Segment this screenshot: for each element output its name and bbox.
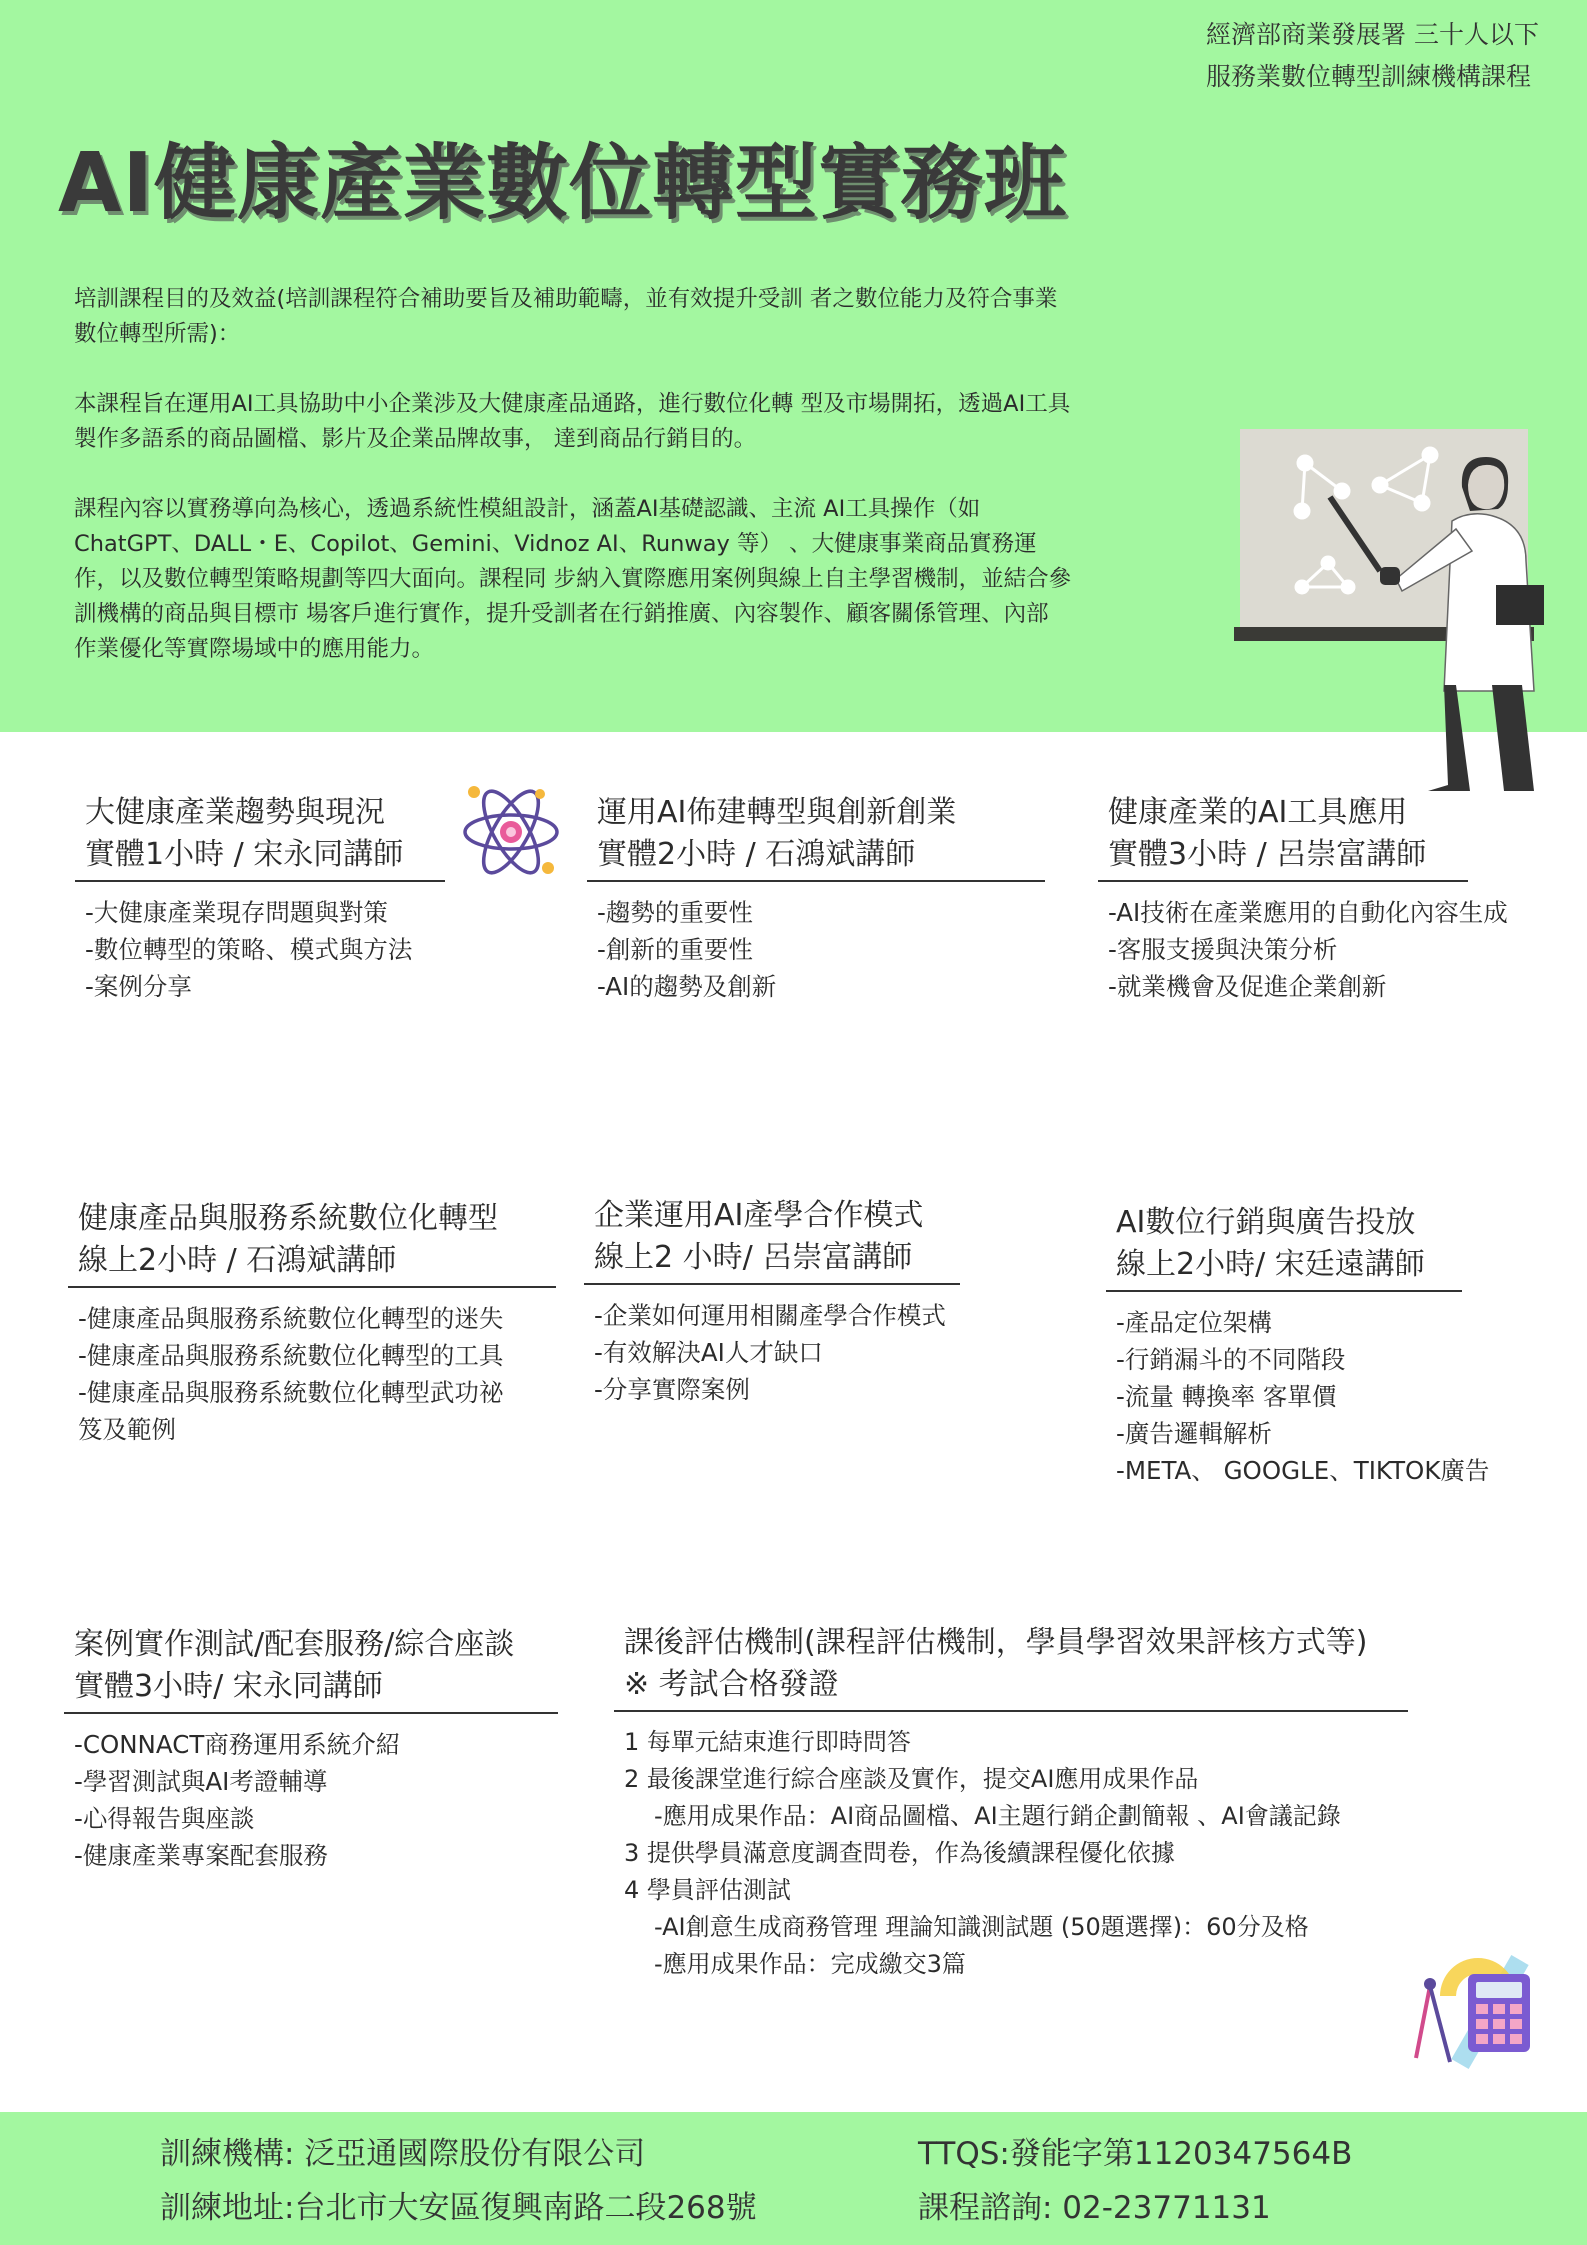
intro-paragraph-2: 本課程旨在運用AI工具協助中小企業涉及大健康產品通路，進行數位化轉 型及市場開拓，透過AI工具製作多語系的商品圖檔、影片及企業品牌故事， 達到商品行銷目的。: [74, 391, 1071, 452]
list-item: 2 最後課堂進行綜合座談及實作，提交AI應用成果作品: [624, 1765, 1199, 1793]
module-4: [68, 1198, 556, 1448]
module-format: 線上2 小時/ 呂崇富講師: [594, 1240, 913, 1275]
list-item: 笈及範例: [78, 1415, 176, 1444]
list-item: -大健康產業現存問題與對策: [85, 898, 388, 927]
organizer-label: 經濟部商業發展署 三十人以下 服務業數位轉型訓練機構課程: [1206, 20, 1539, 91]
stationery-icon: [1410, 1946, 1550, 2076]
footer-org: 訓練機構: 泛亞通國際股份有限公司: [160, 2136, 646, 2172]
list-item: -數位轉型的策略、模式與方法: [85, 935, 413, 964]
module-format: 線上2小時 / 石鴻斌講師: [78, 1243, 397, 1278]
module-7: [64, 1624, 558, 1874]
footer-address: 訓練地址:台北市大安區復興南路二段268號: [160, 2190, 757, 2226]
intro-paragraph-1: 培訓課程目的及效益(培訓課程符合補助要旨及補助範疇，並有效提升受訓 者之數位能力及符合事業數位轉型所需)：: [74, 286, 1058, 347]
evaluation-subtitle: ※ 考試合格發證: [624, 1667, 839, 1702]
module-format: 實體1小時 / 宋永同講師: [85, 837, 404, 872]
list-item: -有效解決AI人才缺口: [594, 1338, 823, 1367]
module-format: 實體2小時 / 石鴻斌講師: [597, 837, 916, 872]
module-title: AI數位行銷與廣告投放: [1116, 1205, 1416, 1240]
module-format: 實體3小時 / 呂崇富講師: [1108, 837, 1427, 872]
module-title: 大健康產業趨勢與現況: [85, 795, 385, 830]
list-item: -案例分享: [85, 972, 192, 1001]
list-item: 1 每單元結束進行即時問答: [624, 1728, 911, 1756]
list-item: -學習測試與AI考證輔導: [74, 1767, 328, 1796]
intro-paragraph-3: 課程內容以實務導向為核心，透過系統性模組設計，涵蓋AI基礎認識、主流 AI工具操作（如ChatGPT、DALL・E、Copilot、Gemini、Vidnoz AI、Runway 等） 、大健康事業商品實務運作，以及數位轉型策略規劃等四大面向。課程同 步納入實際應用案例與線上自主學習機制，並結合參訓機構的商品與目標市 場客戶進行實作，提升受訓者在行銷推廣、內容製作、顧客關係管理、內部 作業優化等實際場域中的應用能力。: [74, 496, 1072, 662]
module-title: 健康產品與服務系統數位化轉型: [78, 1201, 498, 1236]
evaluation-title: 課後評估機制(課程評估機制，學員學習效果評核方式等): [624, 1625, 1368, 1660]
list-item: -就業機會及促進企業創新: [1108, 972, 1387, 1001]
module-1: [75, 792, 445, 1005]
list-item: -趨勢的重要性: [597, 898, 753, 927]
list-item: -AI創意生成商務管理 理論知識測試題 (50題選擇)：60分及格: [654, 1913, 1309, 1941]
module-title: 運用AI佈建轉型與創新創業: [597, 795, 957, 830]
module-5: [584, 1195, 960, 1408]
module-title: 企業運用AI產學合作模式: [594, 1198, 924, 1233]
list-item: -心得報告與座談: [74, 1804, 255, 1833]
list-item: -創新的重要性: [597, 935, 753, 964]
module-title: 健康產業的AI工具應用: [1108, 795, 1408, 830]
list-item: -客服支援與決策分析: [1108, 935, 1338, 964]
module-title: 案例實作測試/配套服務/綜合座談: [74, 1627, 515, 1662]
list-item: -CONNACT商務運用系統介紹: [74, 1730, 401, 1759]
module-2: [587, 792, 1045, 1005]
evaluation-section: [614, 1622, 1408, 1983]
list-item: -META、 GOOGLE、TIKTOK廣告: [1116, 1456, 1490, 1485]
list-item: -流量 轉換率 客單價: [1116, 1382, 1337, 1411]
teacher-illustration: [1230, 425, 1570, 795]
atom-icon: [458, 782, 564, 882]
page-title: AI健康產業數位轉型實務班: [58, 136, 1067, 231]
module-format: 線上2小時/ 宋廷遠講師: [1116, 1247, 1425, 1282]
list-item: -應用成果作品：完成繳交3篇: [654, 1950, 966, 1978]
footer-contact: 課程諮詢: 02-23771131: [918, 2190, 1271, 2226]
list-item: -健康產品與服務系統數位化轉型的工具: [78, 1341, 504, 1370]
module-6: [1106, 1202, 1489, 1489]
list-item: -健康產業專案配套服務: [74, 1841, 328, 1870]
list-item: -AI技術在產業應用的自動化內容生成: [1108, 898, 1508, 927]
footer-ttqs: TTQS:發能字第1120347564B: [918, 2136, 1353, 2172]
list-item: 4 學員評估測試: [624, 1876, 791, 1904]
module-3: [1098, 792, 1508, 1005]
list-item: -健康產品與服務系統數位化轉型的迷失: [78, 1304, 504, 1333]
list-item: -產品定位架構: [1116, 1308, 1272, 1337]
list-item: -行銷漏斗的不同階段: [1116, 1345, 1346, 1374]
list-item: 3 提供學員滿意度調查問卷，作為後續課程優化依據: [624, 1839, 1175, 1867]
module-format: 實體3小時/ 宋永同講師: [74, 1669, 383, 1704]
list-item: -AI的趨勢及創新: [597, 972, 777, 1001]
list-item: -健康產品與服務系統數位化轉型武功祕: [78, 1378, 504, 1407]
list-item: -企業如何運用相關產學合作模式: [594, 1301, 946, 1330]
list-item: -廣告邏輯解析: [1116, 1419, 1272, 1448]
list-item: -分享實際案例: [594, 1375, 750, 1404]
list-item: -應用成果作品：AI商品圖檔、AI主題行銷企劃簡報 、AI會議記錄: [654, 1802, 1341, 1830]
course-intro: [74, 282, 1074, 702]
